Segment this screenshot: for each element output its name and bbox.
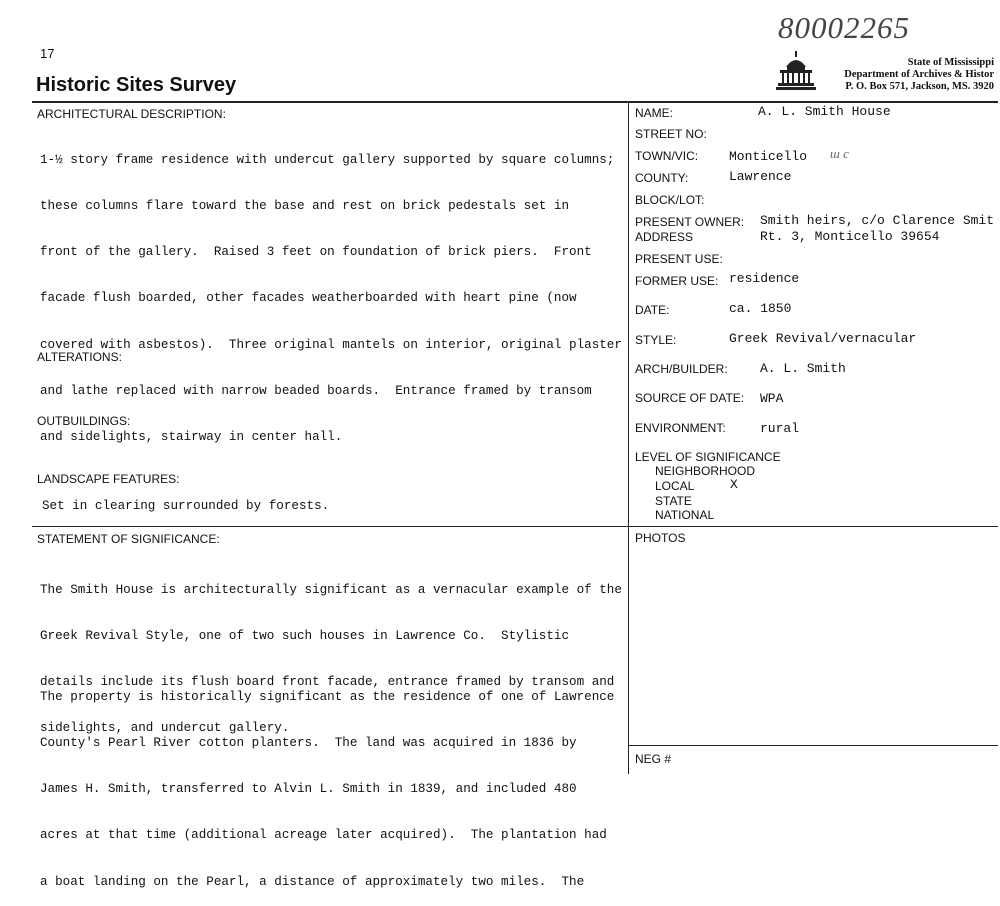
county-value: Lawrence <box>729 169 792 184</box>
local-mark: X <box>730 477 738 492</box>
level-national: NATIONAL <box>655 508 715 522</box>
source-of-date-label: SOURCE OF DATE: <box>635 391 745 405</box>
name-label: NAME: <box>635 106 674 120</box>
style-label: STYLE: <box>635 333 677 347</box>
alterations-label: ALTERATIONS: <box>37 350 122 364</box>
text-line: covered with asbestos). Three original mantels on interior, original plaster <box>40 337 622 352</box>
arch-builder-label: ARCH/BUILDER: <box>635 362 728 376</box>
text-line: James H. Smith, transferred to Alvin L. Smith in 1839, and included 480 <box>40 782 577 797</box>
column-divider <box>628 102 629 774</box>
text-line: and lathe replaced with narrow beaded boards. Entrance framed by transom <box>40 383 592 398</box>
page-number: 17 <box>40 46 55 61</box>
state-name: State of Mississippi <box>907 57 994 68</box>
level-local: LOCAL <box>655 479 695 493</box>
landscape-features-label: LANDSCAPE FEATURES: <box>37 472 180 486</box>
text-line: facade flush boarded, other facades weatherboarded with heart pine (now <box>40 291 577 306</box>
town-value: Monticello <box>729 149 808 164</box>
neg-number-label: NEG # <box>635 752 672 766</box>
text-line: Greek Revival Style, one of two such houses in Lawrence Co. Stylistic <box>40 629 570 644</box>
town-handwritten-note: ш с <box>830 146 849 161</box>
arch-builder-value: A. L. Smith <box>760 361 846 376</box>
level-neighborhood: NEIGHBORHOOD <box>655 464 756 478</box>
header-rule <box>32 101 998 103</box>
significance-label: STATEMENT OF SIGNIFICANCE: <box>37 532 220 546</box>
address-value: Rt. 3, Monticello 39654 <box>760 229 940 244</box>
text-line: 1-½ story frame residence with undercut gallery supported by square columns; <box>40 152 615 167</box>
text-line: these columns flare toward the base and rest on brick pedestals set in <box>40 199 570 214</box>
significance-paragraph-2 <box>40 659 614 906</box>
source-of-date-value: WPA <box>760 391 784 406</box>
photos-label: PHOTOS <box>635 531 686 545</box>
section-divider <box>32 526 998 527</box>
date-label: DATE: <box>635 303 670 317</box>
present-owner-value: Smith heirs, c/o Clarence Smit <box>760 213 995 228</box>
photos-divider <box>628 745 998 746</box>
environment-value: rural <box>760 421 800 436</box>
level-of-significance-label: LEVEL OF SIGNIFICANCE <box>635 450 781 464</box>
street-label: STREET NO: <box>635 127 707 141</box>
name-value: A. L. Smith House <box>758 104 891 119</box>
town-label: TOWN/VIC: <box>635 149 699 163</box>
block-lot-label: BLOCK/LOT: <box>635 193 705 207</box>
address-label: ADDRESS <box>635 230 694 244</box>
architectural-description-label: ARCHITECTURAL DESCRIPTION: <box>37 107 226 121</box>
environment-label: ENVIRONMENT: <box>635 421 726 435</box>
outbuildings-label: OUTBUILDINGS: <box>37 414 131 428</box>
text-line: The property is historically significant as the residence of one of Lawrence <box>40 689 615 704</box>
date-value: ca. 1850 <box>729 301 792 316</box>
landscape-features-text: Set in clearing surrounded by forests. <box>42 499 330 513</box>
capitol-seal-icon <box>776 50 816 92</box>
architectural-description-text <box>40 122 622 461</box>
text-line: acres at that time (additional acreage later acquired). The plantation had <box>40 828 607 843</box>
department-address: P. O. Box 571, Jackson, MS. 3920 <box>845 81 994 92</box>
present-use-label: PRESENT USE: <box>635 252 723 266</box>
text-line: sidelights, and undercut gallery. <box>40 721 290 736</box>
style-value: Greek Revival/vernacular <box>729 331 917 346</box>
text-line: a boat landing on the Pearl, a distance of approximately two miles. The <box>40 874 585 889</box>
level-state: STATE <box>655 494 692 508</box>
text-line: The Smith House is architecturally significant as a vernacular example of the <box>40 582 622 597</box>
former-use-value: residence <box>729 271 800 286</box>
handwritten-id: 80002265 <box>778 10 910 45</box>
survey-title: Historic Sites Survey <box>36 74 237 96</box>
text-line: front of the gallery. Raised 3 feet on foundation of brick piers. Front <box>40 245 592 260</box>
department-name: Department of Archives & Histor <box>844 69 994 80</box>
county-label: COUNTY: <box>635 171 689 185</box>
present-owner-label: PRESENT OWNER: <box>635 215 745 229</box>
text-line: County's Pearl River cotton planters. The land was acquired in 1836 by <box>40 736 577 751</box>
text-line: details include its flush board front facade, entrance framed by transom and <box>40 675 615 690</box>
former-use-label: FORMER USE: <box>635 274 719 288</box>
text-line: and sidelights, stairway in center hall. <box>40 430 343 445</box>
